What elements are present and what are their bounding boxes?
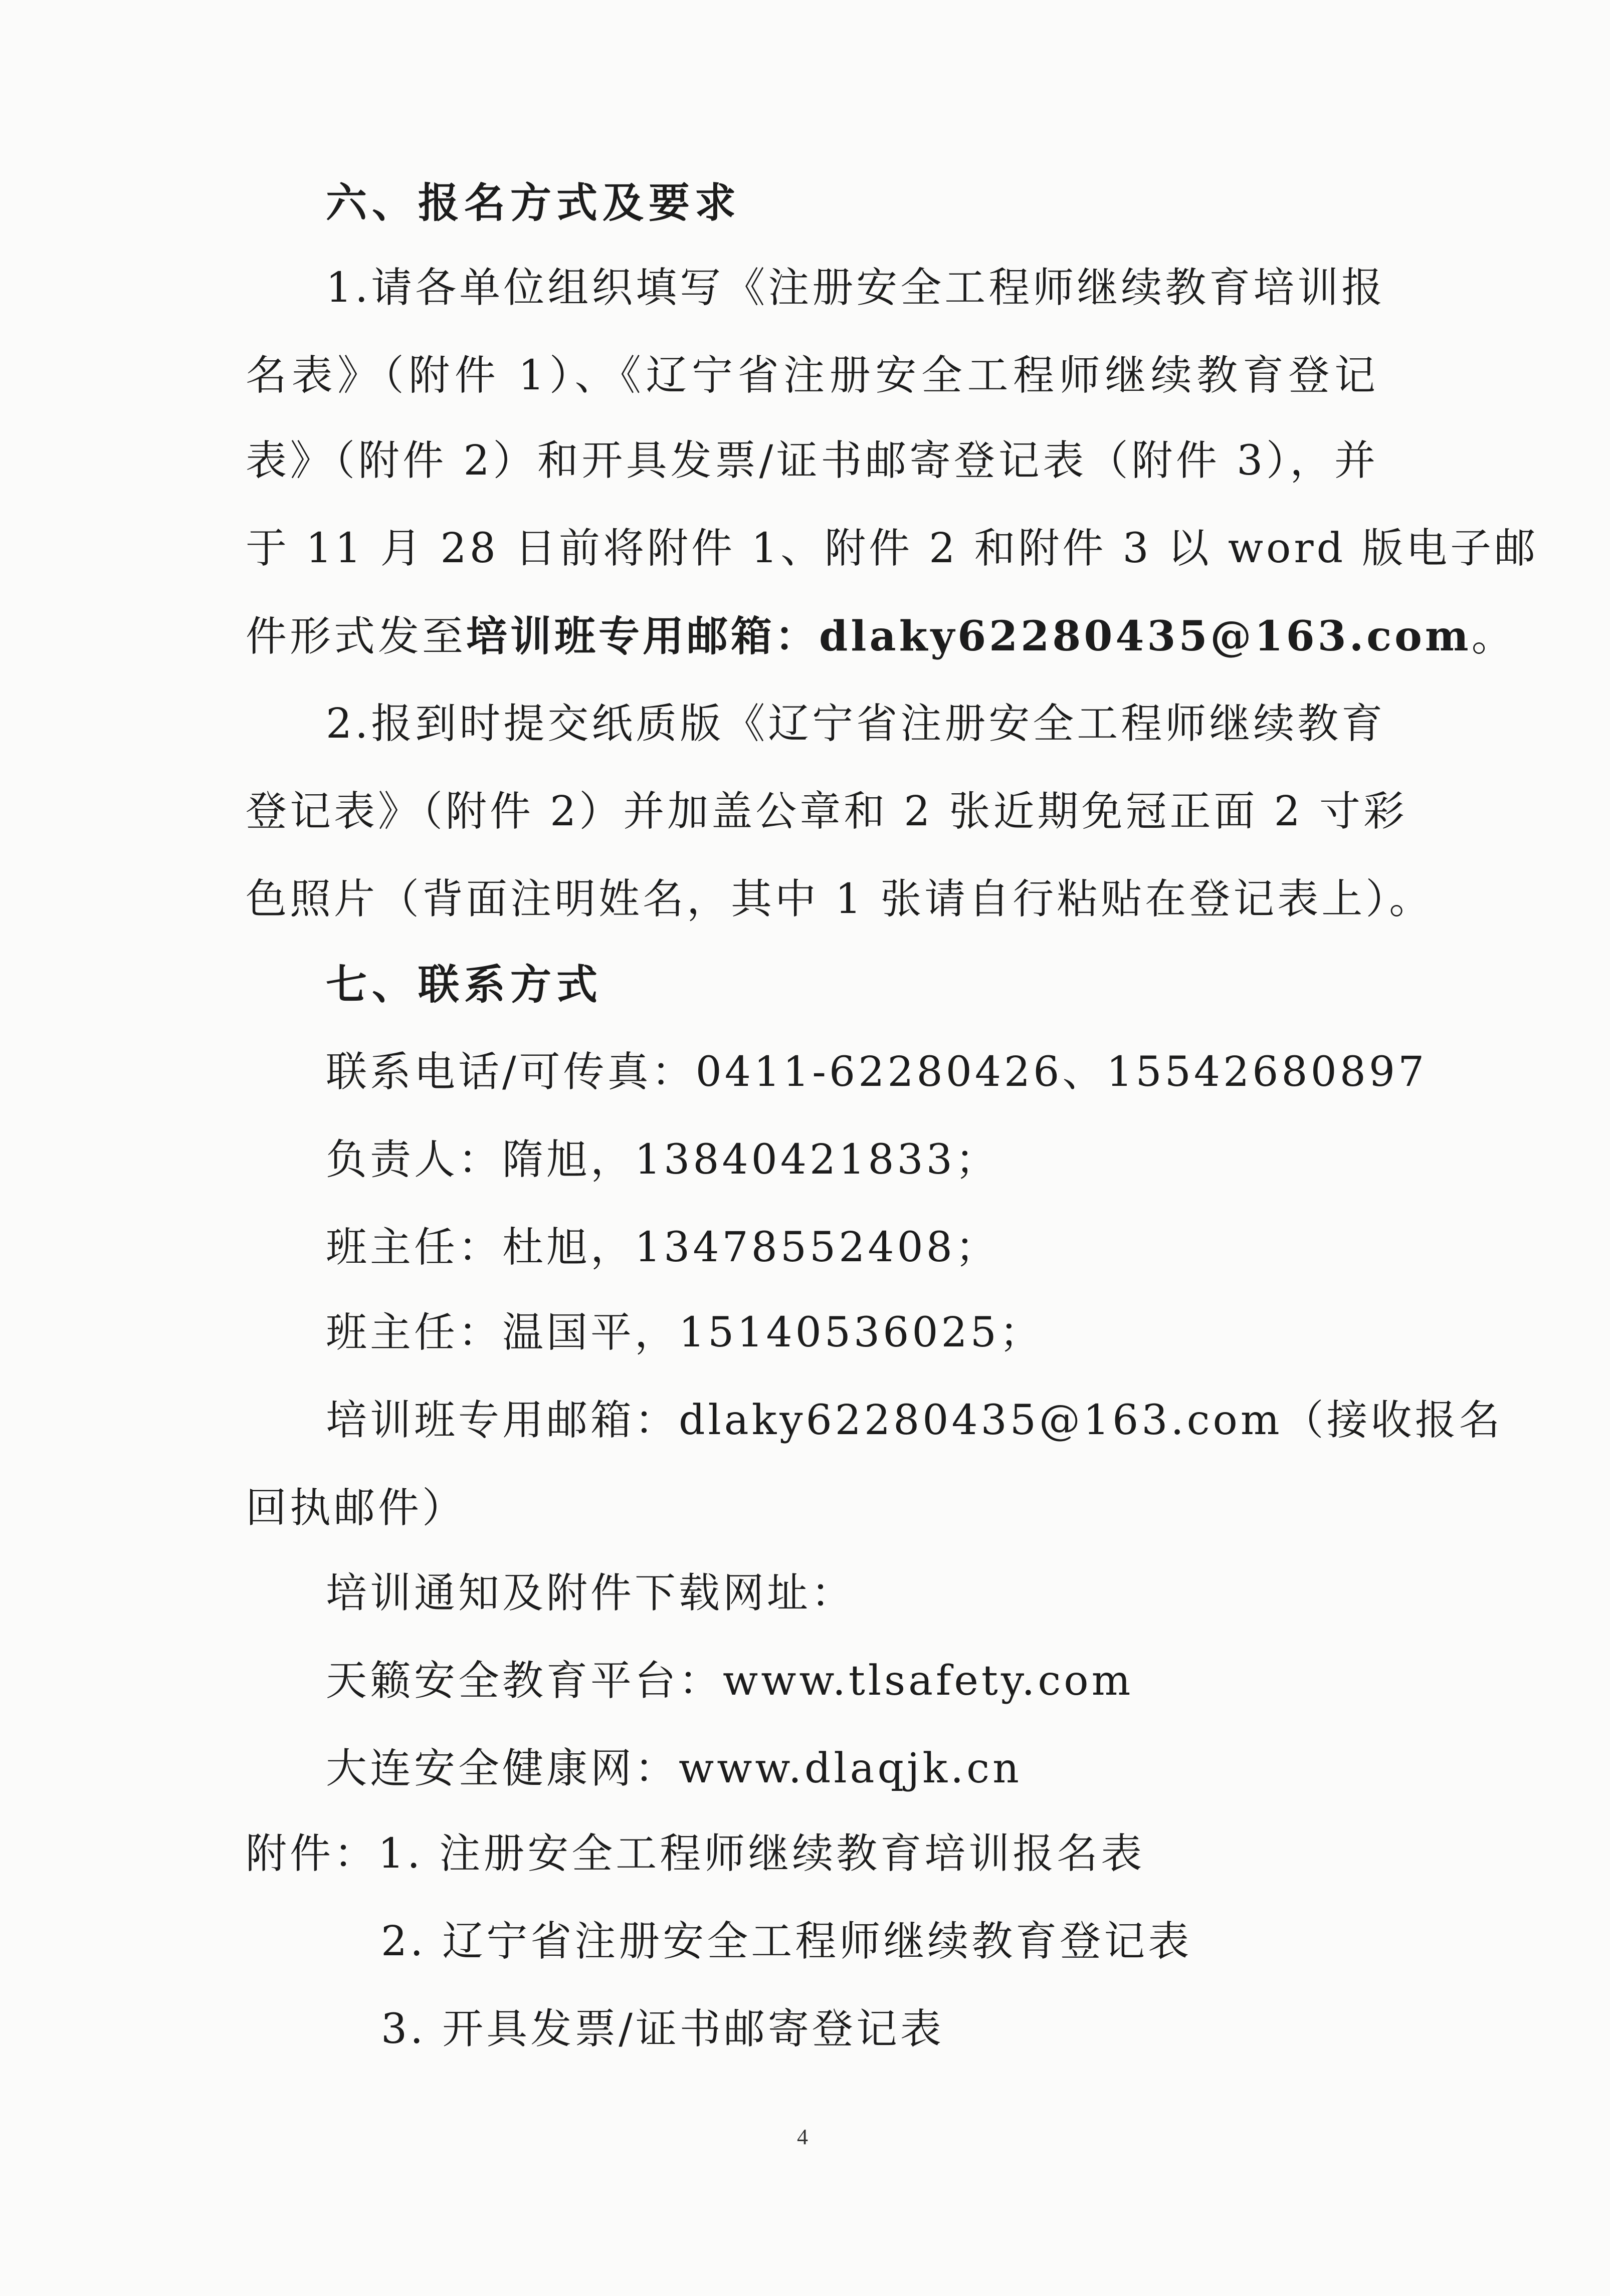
item2-line3: 色照片（背面注明姓名，其中 1 张请自行粘贴在登记表上）。 [246, 875, 1434, 923]
training-email-bold: 培训班专用邮箱：dlaky62280435@163.com [466, 612, 1472, 660]
attachment-item-2: 2. 辽宁省注册安全工程师继续教育登记表 [381, 1918, 1192, 1965]
item1-line4: 于 11 月 28 日前将附件 1、附件 2 和附件 3 以 word 版电子邮 [246, 525, 1539, 572]
page-number: 4 [797, 2125, 808, 2149]
download-site-1: 天籁安全教育平台：www.tlsafety.com [326, 1657, 1134, 1705]
download-site-2: 大连安全健康网：www.dlaqjk.cn [326, 1745, 1022, 1792]
contact-manager: 负责人：隋旭，13840421833； [326, 1136, 999, 1184]
contact-email-line1: 培训班专用邮箱：dlaky62280435@163.com（接收报名 [326, 1397, 1503, 1444]
item1-line1: 1.请各单位组织填写《注册安全工程师继续教育培训报 [326, 264, 1386, 312]
contact-teacher-1: 班主任：杜旭，13478552408； [326, 1224, 999, 1271]
section-7-heading: 七、联系方式 [326, 961, 603, 1009]
item2-line2: 登记表》（附件 2）并加盖公章和 2 张近期免冠正面 2 寸彩 [246, 788, 1407, 835]
contact-email-line2: 回执邮件） [246, 1484, 467, 1532]
item1-line3: 表》（附件 2）和开具发票/证书邮寄登记表（附件 3），并 [246, 437, 1378, 485]
section-6-heading: 六、报名方式及要求 [326, 179, 741, 227]
item1-line5-suffix: 。 [1471, 613, 1516, 660]
contact-teacher-2: 班主任：温国平，15140536025； [326, 1309, 1044, 1356]
attachment-item-1: 附件：1. 注册安全工程师继续教育培训报名表 [246, 1830, 1145, 1878]
item1-line2: 名表》（附件 1）、《辽宁省注册安全工程师继续教育登记 [246, 352, 1378, 399]
contact-phone: 联系电话/可传真：0411-62280426、15542680897 [326, 1048, 1428, 1096]
item2-line1: 2.报到时提交纸质版《辽宁省注册安全工程师继续教育 [326, 700, 1386, 748]
attachment-item-3: 3. 开具发票/证书邮寄登记表 [381, 2005, 944, 2053]
item1-line5 [246, 611, 1516, 662]
download-title: 培训通知及附件下载网址： [326, 1569, 856, 1617]
item1-line5-prefix: 件形式发至 [246, 613, 467, 660]
